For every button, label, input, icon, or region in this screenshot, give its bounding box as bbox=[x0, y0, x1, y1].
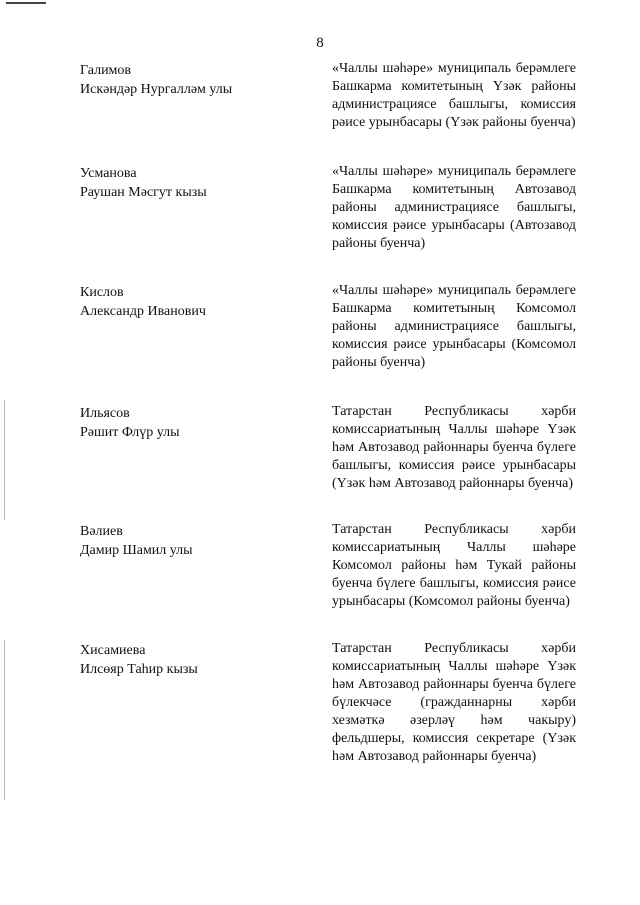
member-name bbox=[80, 404, 310, 442]
member-name bbox=[80, 61, 310, 99]
member-position: «Чаллы шәһәре» муниципаль берәмлеге Башкарма комитетының Үзәк районы администрациясе башлыгы, комиссия рәисе урынбасары (Үзәк районы буенча) bbox=[332, 61, 576, 130]
member-surname: Ильясов bbox=[80, 406, 130, 421]
member-name bbox=[80, 522, 310, 560]
member-position: «Чаллы шәһәре» муниципаль берәмлеге Башкарма комитетының Автозавод районы администрациясе башлыгы, комиссия рәисе урынбасары (Автозавод районы буенча) bbox=[332, 164, 576, 251]
member-name bbox=[80, 164, 310, 202]
member-given-name: Александр Иванович bbox=[80, 304, 206, 319]
member-position: Татарстан Республикасы хәрби комиссариатының Чаллы шәһәре Үзәк һәм Автозавод районнары буенча бүлеге бүлекчәсе (гражданнарны хәрби хезмәткә әзерләү һәм чакыру) фельдшеры, комиссия секретаре (Үзәк һәм Автозавод районнары буенча) bbox=[332, 641, 576, 764]
member-surname: Хисамиева bbox=[80, 643, 146, 658]
member-name bbox=[80, 283, 310, 321]
scan-edge-mark bbox=[4, 400, 5, 520]
member-given-name: Илсөяр Таһир кызы bbox=[80, 662, 198, 677]
member-name bbox=[80, 641, 310, 679]
member-position: Татарстан Республикасы хәрби комиссариатының Чаллы шәһәре Комсомол районы һәм Тукай районы буенча бүлеге башлыгы, комиссия рәисе урынбасары (Комсомол районы буенча) bbox=[332, 522, 576, 609]
member-surname: Кислов bbox=[80, 285, 124, 300]
scan-mark bbox=[6, 2, 46, 4]
member-given-name: Искәндәр Нургалләм улы bbox=[80, 82, 233, 97]
scan-edge-mark bbox=[4, 640, 5, 800]
page-number: 8 bbox=[316, 35, 324, 51]
member-surname: Вәлиев bbox=[80, 524, 123, 539]
member-given-name: Рәшит Флүр улы bbox=[80, 425, 180, 440]
member-surname: Усманова bbox=[80, 166, 137, 181]
member-given-name: Дамир Шамил улы bbox=[80, 543, 193, 558]
member-position: «Чаллы шәһәре» муниципаль берәмлеге Башкарма комитетының Комсомол районы администрациясе башлыгы, комиссия рәисе урынбасары (Комсомол районы буенча) bbox=[332, 283, 576, 370]
member-surname: Галимов bbox=[80, 63, 132, 78]
member-position: Татарстан Республикасы хәрби комиссариатының Чаллы шәһәре Үзәк һәм Автозавод районнары буенча бүлеге башлыгы, комиссия рәисе урынбасары (Үзәк һәм Автозавод районнары буенча) bbox=[332, 404, 576, 491]
member-given-name: Раушан Мәсгут кызы bbox=[80, 185, 207, 200]
